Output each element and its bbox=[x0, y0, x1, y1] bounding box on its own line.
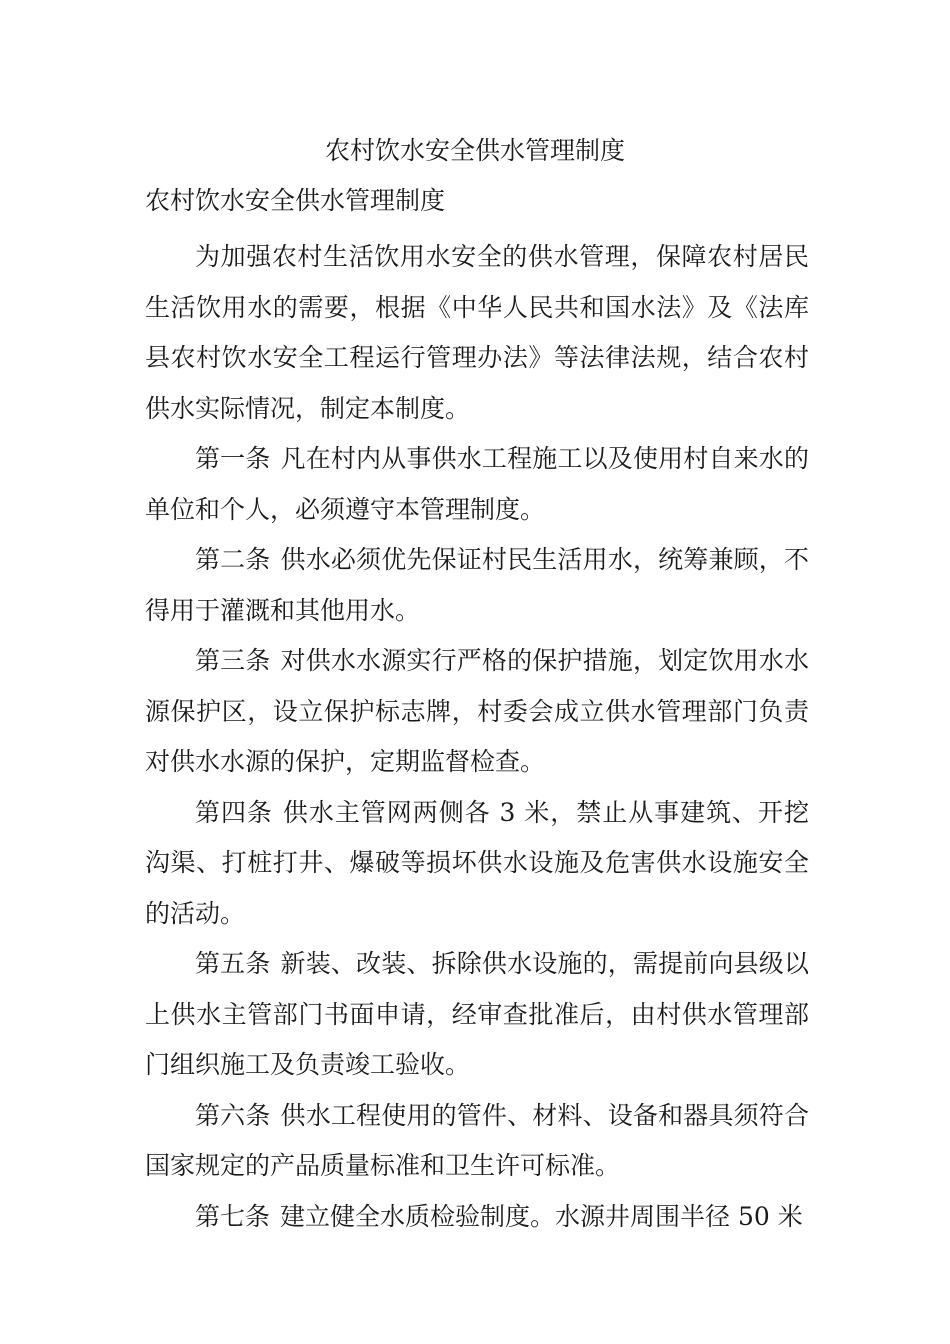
article-label: 第四条 bbox=[195, 797, 273, 827]
intro-paragraph: 为加强农村生活饮用水安全的供水管理，保障农村居民生活饮用水的需要，根据《中华人民共和国水法》及《法库县农村饮水安全工程运行管理办法》等法律法规，结合农村供水实际情况，制定本制度。 bbox=[145, 242, 809, 423]
article-label: 第一条 bbox=[195, 444, 271, 473]
article-label: 第六条 bbox=[195, 1100, 271, 1130]
article-text: 供水工程使用的管件、材料、设备和器具须符合国家规定的产品质量标准和卫生许可标准。 bbox=[145, 1100, 809, 1180]
article-text: 对供水水源实行严格的保护措施，划定饮用水水源保护区，设立保护标志牌，村委会成立供水管理部门负责对供水水源的保护，定期监督检查。 bbox=[145, 646, 809, 776]
article-text: 供水主管网两侧各 3 米，禁止从事建筑、开挖沟渠、打桩打井、爆破等损坏供水设施及危害供水设施安全的活动。 bbox=[145, 797, 809, 928]
article-label: 第三条 bbox=[195, 646, 271, 675]
article-7 bbox=[145, 1192, 809, 1243]
article-label: 第二条 bbox=[195, 545, 271, 574]
article-text: 建立健全水质检验制度。水源井周围半径 50 米 bbox=[280, 1201, 803, 1231]
document-body bbox=[145, 181, 809, 1242]
article-label: 第七条 bbox=[195, 1201, 271, 1231]
article-5 bbox=[145, 939, 809, 1091]
document-subtitle: 农村饮水安全供水管理制度 bbox=[145, 186, 446, 215]
article-4 bbox=[145, 788, 809, 940]
article-text: 供水必须优先保证村民生活用水，统筹兼顾，不得用于灌溉和其他用水。 bbox=[145, 545, 809, 625]
article-text: 凡在村内从事供水工程施工以及使用村自来水的单位和个人，必须遵守本管理制度。 bbox=[145, 444, 809, 524]
article-6 bbox=[145, 1091, 809, 1192]
article-2 bbox=[145, 535, 809, 636]
document-title: 农村饮水安全供水管理制度 bbox=[324, 136, 625, 165]
article-text: 新装、改装、拆除供水设施的，需提前向县级以上供水主管部门书面申请，经审查批准后，由村供水管理部门组织施工及负责竣工验收。 bbox=[145, 949, 809, 1079]
article-label: 第五条 bbox=[195, 949, 271, 978]
article-3 bbox=[145, 636, 809, 788]
article-1 bbox=[145, 434, 809, 535]
